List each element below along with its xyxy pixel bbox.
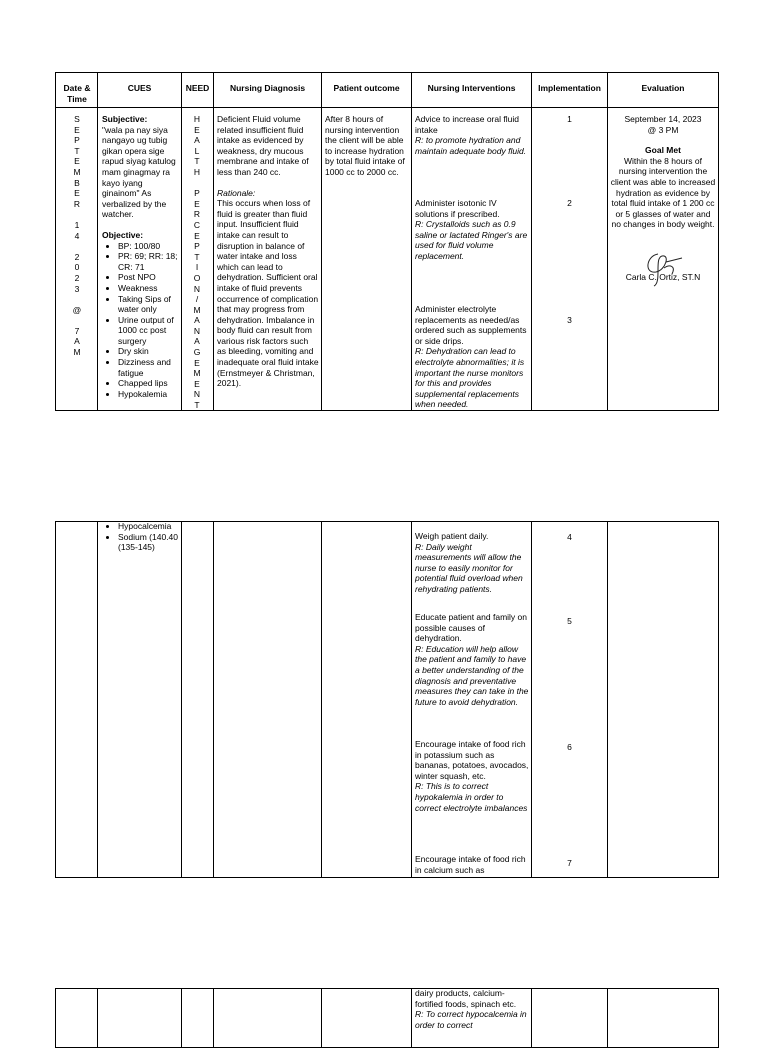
implementation-5: 5: [567, 616, 572, 626]
date-letter: M: [73, 166, 81, 177]
objective-item: • Taking Sips of water only: [118, 294, 178, 315]
need-letter: R: [193, 209, 201, 220]
outcome-text: After 8 hours of nursing intervention the client will be able to increase hydration by total fluid intake of 1000 cc to 2000 cc.: [325, 114, 405, 177]
need-letter: H: [193, 114, 201, 124]
implementation-3: 3: [567, 315, 572, 325]
rationale-text: This occurs when loss of fluid is greater than fluid input. Insufficient fluid intake can result to disruption in balance of water intake and loss which can lead to dehydration. Sufficient oral intake of fluid prevents occurrence of complication that may progress from dehydration. Imbalance in body fluid can result from various risk factors such as bleeding, vomiting and inadequate oral fluid intake (Ernstmeyer & Christman, 2021).: [217, 198, 319, 389]
header-outcome: Patient outcome: [333, 83, 400, 93]
need-letter: /: [195, 294, 199, 305]
date-letter: P: [74, 135, 80, 146]
date-letter: E: [74, 188, 80, 199]
need-letter: H: [193, 166, 201, 177]
need-letter: E: [194, 124, 200, 135]
signer-name: Carla C. Ortiz, ST.N: [625, 272, 701, 282]
objective-item: • Hypokalemia: [118, 389, 178, 400]
need-letter: N: [193, 389, 201, 400]
objective-item: • Sodium (140.40 (135-145): [118, 532, 178, 553]
objective-item: • Urine output of 1000 cc post surgery: [118, 315, 178, 347]
objective-item: • Hypocalcemia: [118, 521, 178, 532]
cues-cell-page2: [102, 521, 178, 553]
intervention-1: Advice to increase oral fluid intake R: to promote hydration and maintain adequate body fluid.: [415, 114, 527, 156]
objective-item: • Dry skin: [118, 346, 178, 357]
date-letter: 0: [74, 262, 80, 273]
objective-item: • Post NPO: [118, 272, 178, 283]
intervention-3: Administer electrolyte replacements as needed/as ordered such as supplements or side drips. R: Dehydration can lead to electrolyte abnormalities; it is important the nurse monitors for this and provides supplemental replacements when needed.: [415, 304, 527, 410]
intervention-5: Educate patient and family on possible causes of dehydration. R: Education will help allow the patient and family to have a better understanding of the diagnosis and preventative measures they can take in the future to avoid dehydration.: [415, 612, 529, 707]
need-letter: T: [194, 156, 200, 167]
date-vertical: [70, 114, 84, 358]
intervention-6: Encourage intake of food rich in potassium such as bananas, potatoes, avocados, winter squash, etc. R: This is to correct hypokalemia in order to correct electrolyte imbalances: [415, 739, 529, 813]
date-letter: M: [73, 347, 81, 358]
date-letter: @: [72, 304, 82, 315]
evaluation-time: @ 3 PM: [647, 124, 679, 135]
date-letter: R: [73, 198, 81, 209]
date-letter: [70, 294, 84, 305]
date-letter: [70, 241, 84, 252]
goal-met: Goal Met: [645, 145, 681, 156]
objective-list: [102, 241, 178, 400]
implementation-1: 1: [567, 114, 572, 124]
objective-list-page2: [102, 521, 178, 553]
need-letter: T: [194, 400, 200, 411]
header-diagnosis: Nursing Diagnosis: [229, 83, 306, 93]
intervention-2: Administer isotonic IV solutions if prescribed. R: Crystalloids such as 0.9 saline or lactated Ringer's are used for fluid volume replacement.: [415, 198, 528, 261]
objective-item: • Dizziness and fatigue: [118, 357, 178, 378]
need-letter: T: [194, 251, 200, 262]
date-letter: E: [74, 124, 80, 135]
date-letter: 1: [74, 219, 80, 230]
header-implementation: Implementation: [538, 83, 601, 93]
subjective-text: "wala pa nay siya nangayo ug tubig gikan opera sige rapud siyag katulog mam ginagmay ra kayo iyang ginainom" As verbalized by the watcher.: [102, 124, 176, 220]
date-letter: 2: [74, 272, 80, 283]
need-letter: E: [194, 357, 200, 368]
implementation-7: 7: [567, 858, 572, 868]
diagnosis-text: Deficient Fluid volume related insufficient fluid intake as evidenced by weakness, dry mucous membrane and intake of less than 240 cc.: [217, 114, 309, 177]
objective-item: • Weakness: [118, 283, 178, 294]
date-letter: E: [74, 156, 80, 167]
need-letter: A: [194, 336, 200, 347]
need-letter: O: [193, 272, 201, 283]
evaluation-date: September 14, 2023: [624, 114, 702, 124]
need-letter: N: [193, 283, 201, 294]
date-letter: [70, 209, 84, 220]
date-letter: 4: [74, 230, 80, 241]
intervention-4: Weigh patient daily. R: Daily weight measurements will allow the nurse to easily monitor for potential fluid overload when rehydrating patients.: [415, 531, 523, 594]
header-evaluation: Evaluation: [641, 83, 685, 93]
need-letter: E: [194, 230, 200, 241]
date-letter: 2: [74, 251, 80, 262]
implementation-4: 4: [567, 532, 572, 542]
need-vertical: [190, 114, 204, 411]
diagnosis-cell: [217, 114, 319, 389]
need-letter: E: [194, 378, 200, 389]
evaluation-cell: [610, 114, 716, 230]
date-letter: [70, 315, 84, 326]
need-letter: I: [195, 262, 199, 273]
need-letter: [190, 178, 204, 189]
intervention-7: Encourage intake of food rich in calcium such as: [415, 854, 526, 875]
evaluation-text: Within the 8 hours of nursing intervention the client was able to increased hydration as evidence by total fluid intake of 1 200 cc or 5 glasses of water and no changes in body weight.: [610, 155, 716, 230]
subjective-label: Subjective:: [102, 114, 148, 124]
date-letter: A: [74, 336, 80, 347]
need-letter: M: [193, 368, 201, 379]
objective-label: Objective:: [102, 229, 144, 240]
date-letter: 3: [74, 283, 80, 294]
need-letter: A: [194, 315, 200, 326]
date-letter: B: [74, 177, 80, 188]
objective-item: • PR: 69; RR: 18; CR: 71: [118, 251, 178, 272]
need-letter: A: [194, 135, 200, 146]
header-cues: CUES: [127, 83, 152, 93]
rationale-label: Rationale:: [217, 187, 256, 198]
header-date-time: Date & Time: [63, 83, 91, 104]
need-letter: M: [193, 304, 201, 315]
need-letter: N: [193, 325, 201, 336]
objective-item: • BP: 100/80: [118, 241, 178, 252]
header-need: NEED: [185, 83, 210, 93]
implementation-6: 6: [567, 742, 572, 752]
intervention-7-continued: dairy products, calcium-fortified foods, spinach etc. R: To correct hypocalcemia in order to correct: [415, 988, 527, 1030]
need-letter: G: [193, 347, 201, 358]
need-letter: C: [193, 219, 201, 230]
date-letter: 7: [74, 325, 80, 336]
cues-cell: [102, 114, 178, 399]
need-letter: L: [194, 145, 200, 156]
implementation-2: 2: [567, 198, 572, 208]
need-letter: E: [194, 198, 200, 209]
need-letter: P: [194, 241, 200, 252]
date-letter: S: [74, 114, 80, 124]
objective-item: • Chapped lips: [118, 378, 178, 389]
date-letter: T: [74, 145, 80, 156]
header-interventions: Nursing Interventions: [427, 83, 516, 93]
need-letter: P: [194, 188, 200, 199]
